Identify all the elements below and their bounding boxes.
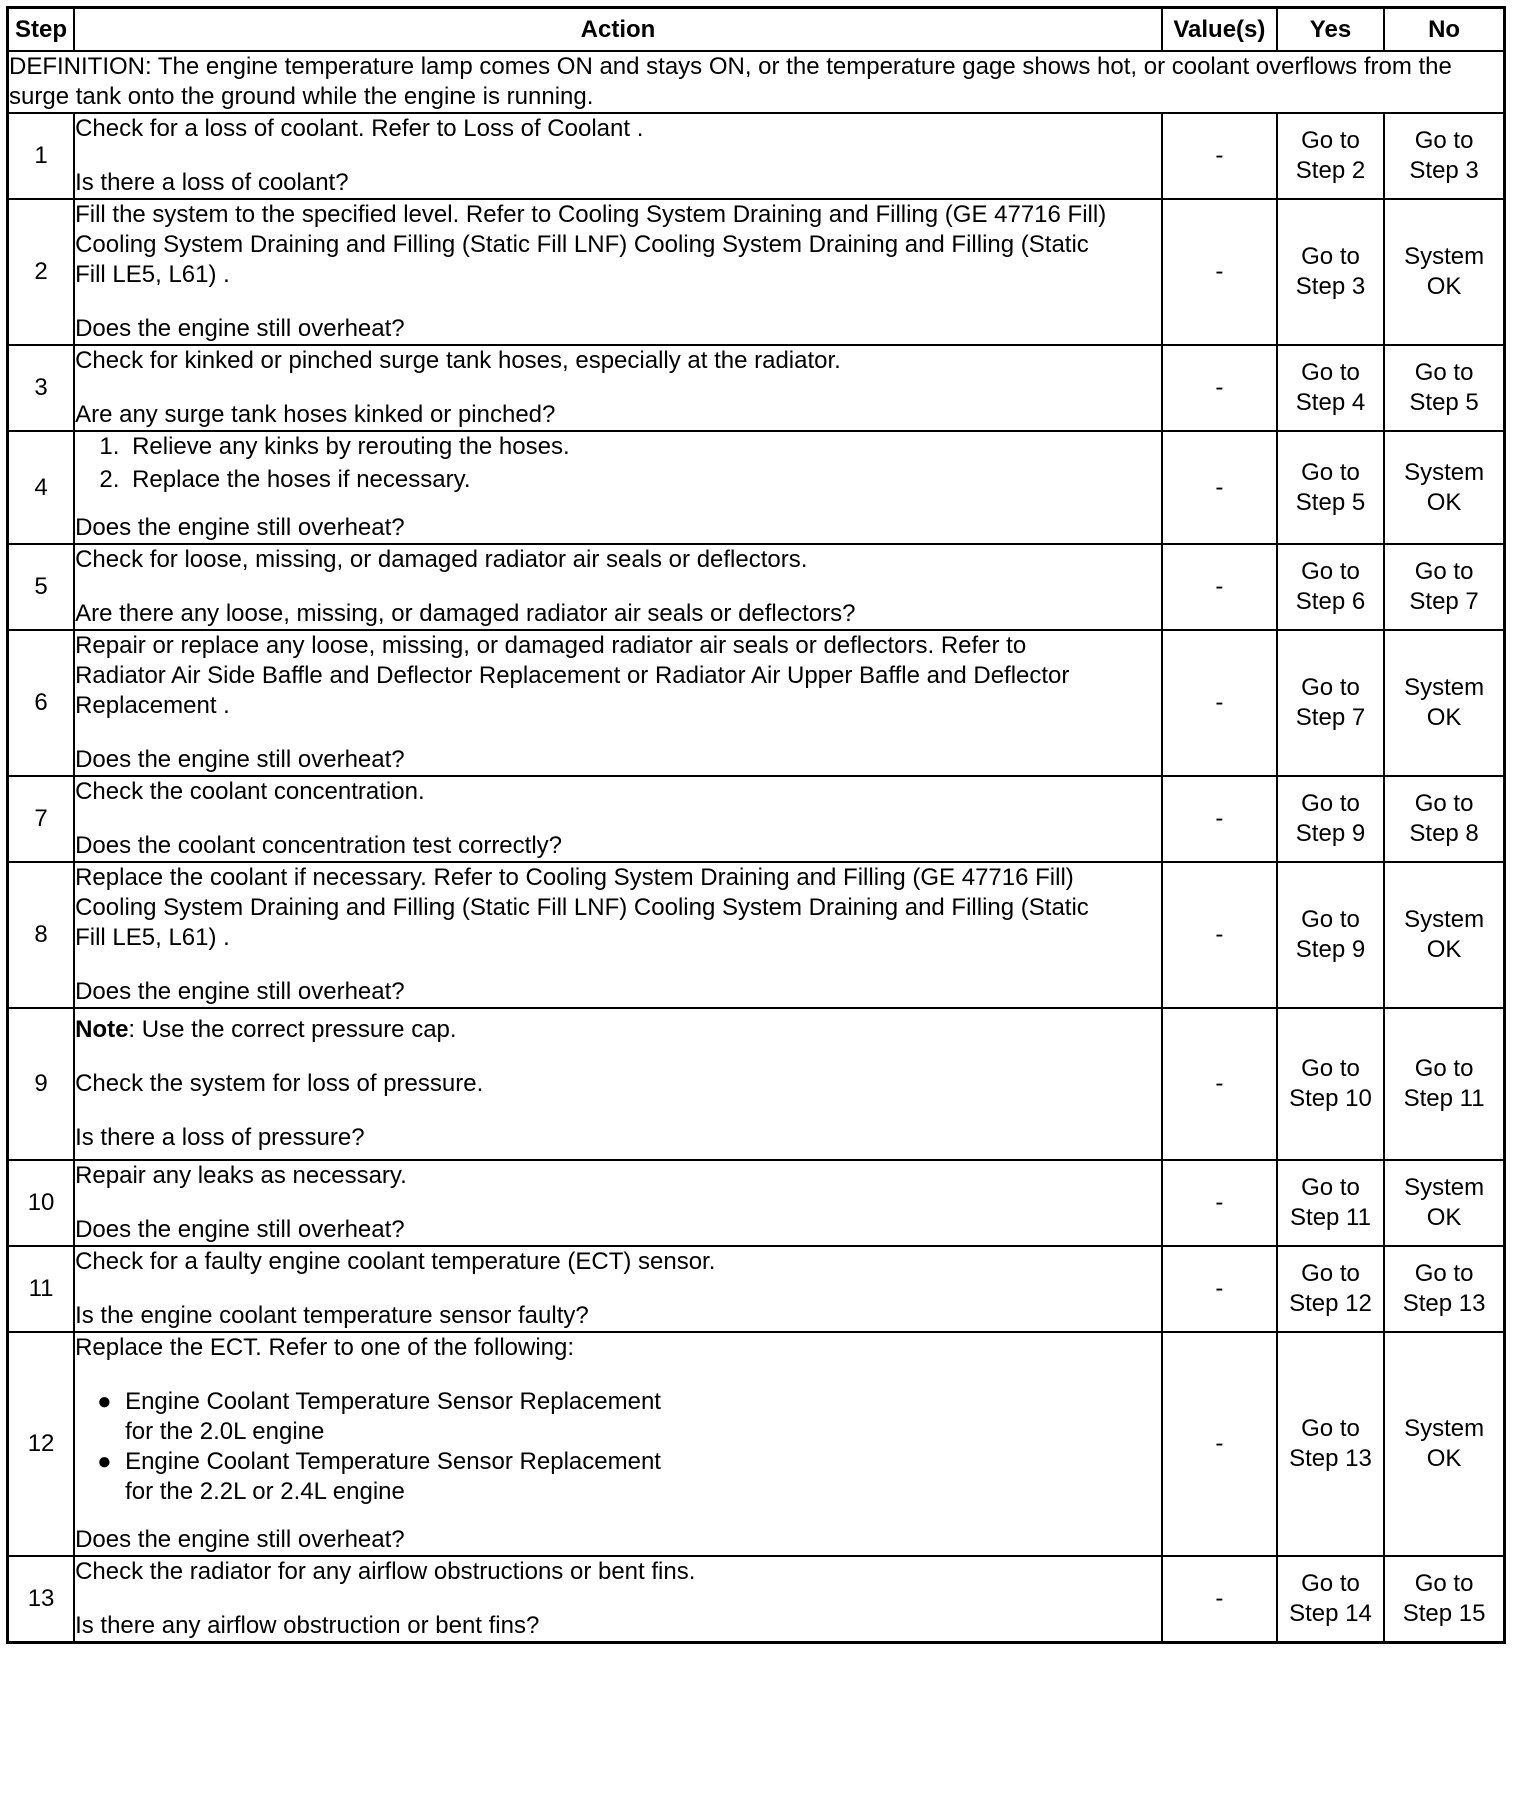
action-text: Check for loose, missing, or damaged radiator air seals or deflectors. — [75, 546, 808, 573]
yes-cell — [1277, 1246, 1384, 1332]
action-cell — [74, 862, 1162, 1008]
action-cell — [74, 431, 1162, 544]
list-item: 2. Replace the hoses if necessary. — [126, 465, 1161, 495]
action-question: Does the coolant concentration test correctly? — [75, 832, 563, 859]
note-text: : Use the correct pressure cap. — [128, 1016, 457, 1043]
header-action: Action — [74, 8, 1162, 52]
yes-line1: Go to — [1301, 674, 1360, 701]
no-line1: System — [1404, 1415, 1485, 1442]
bullet-line: for the 2.2L or 2.4L engine — [125, 1478, 405, 1505]
action-cell — [74, 113, 1162, 199]
yes-cell — [1277, 1556, 1384, 1643]
step-number: 5 — [8, 544, 75, 630]
no-line2: OK — [1426, 936, 1462, 963]
yes-line1: Go to — [1301, 359, 1360, 386]
no-line2: Step 7 — [1409, 588, 1479, 615]
table-row — [8, 345, 1505, 431]
action-line: Repair or replace any loose, missing, or damaged radiator air seals or deflectors. Refer to — [75, 632, 1027, 659]
definition-row — [8, 51, 1505, 113]
bullet-icon: ● — [97, 1388, 112, 1415]
yes-line1: Go to — [1301, 1174, 1360, 1201]
yes-line2: Step 9 — [1295, 820, 1366, 847]
yes-line1: Go to — [1301, 790, 1360, 817]
no-cell — [1384, 1332, 1504, 1556]
no-cell — [1384, 1246, 1504, 1332]
action-question: Is there a loss of pressure? — [75, 1124, 365, 1151]
yes-line1: Go to — [1301, 127, 1360, 154]
no-line1: System — [1404, 1174, 1485, 1201]
no-line2: Step 3 — [1409, 157, 1479, 184]
yes-cell — [1277, 113, 1384, 199]
no-line1: Go to — [1414, 790, 1474, 817]
no-line2: Step 11 — [1403, 1085, 1485, 1112]
action-cell — [74, 1008, 1162, 1160]
header-step: Step — [8, 8, 75, 52]
action-cell — [74, 1246, 1162, 1332]
no-line2: OK — [1426, 488, 1462, 516]
header-values: Value(s) — [1162, 8, 1277, 52]
no-cell — [1384, 1556, 1504, 1643]
action-question: Are there any loose, missing, or damaged radiator air seals or deflectors? — [75, 600, 856, 627]
table-row — [8, 776, 1505, 862]
yes-line2: Step 13 — [1289, 1445, 1372, 1472]
yes-cell — [1277, 544, 1384, 630]
yes-line2: Step 11 — [1290, 1204, 1371, 1231]
yes-cell — [1277, 630, 1384, 776]
action-question: Does the engine still overheat? — [75, 514, 405, 541]
yes-cell — [1277, 862, 1384, 1008]
no-line1: System — [1404, 674, 1485, 701]
yes-cell — [1277, 345, 1384, 431]
yes-line1: Go to — [1301, 1570, 1360, 1597]
value-cell: - — [1162, 630, 1277, 776]
step-number: 11 — [8, 1246, 75, 1332]
value-cell: - — [1162, 1160, 1277, 1246]
yes-line1: Go to — [1301, 1260, 1360, 1287]
action-question: Is there a loss of coolant? — [75, 169, 349, 196]
no-cell — [1384, 776, 1504, 862]
action-text: Check for a loss of coolant. Refer to Loss of Coolant . — [75, 115, 644, 142]
table-row — [8, 199, 1505, 345]
bullet-icon: ● — [97, 1448, 112, 1475]
yes-cell — [1277, 1160, 1384, 1246]
step-number: 3 — [8, 345, 75, 431]
note-line — [75, 1015, 1161, 1045]
no-line1: Go to — [1414, 127, 1474, 154]
no-cell — [1384, 630, 1504, 776]
no-cell — [1384, 199, 1504, 345]
table-row — [8, 113, 1505, 199]
table-row — [8, 1246, 1505, 1332]
yes-line2: Step 6 — [1295, 588, 1366, 615]
bullet-list — [75, 1387, 1161, 1507]
header-row — [8, 8, 1505, 52]
value-cell: - — [1162, 1556, 1277, 1643]
action-question: Does the engine still overheat? — [75, 1526, 405, 1553]
bullet-line: Engine Coolant Temperature Sensor Replacement — [125, 1388, 661, 1415]
numbered-list — [75, 432, 1161, 495]
action-line: Radiator Air Side Baffle and Deflector Replacement or Radiator Air Upper Baffle and Deflector — [75, 662, 1070, 689]
no-line2: OK — [1426, 1204, 1462, 1231]
yes-cell — [1277, 776, 1384, 862]
action-text: Replace the ECT. Refer to one of the following: — [75, 1334, 575, 1361]
value-cell: - — [1162, 431, 1277, 544]
step-number: 2 — [8, 199, 75, 345]
step-number: 7 — [8, 776, 75, 862]
action-line: Fill LE5, L61) . — [75, 261, 230, 288]
yes-line1: Go to — [1301, 906, 1360, 933]
table-row — [8, 1160, 1505, 1246]
table-row — [8, 544, 1505, 630]
no-cell — [1384, 113, 1504, 199]
value-cell: - — [1162, 862, 1277, 1008]
no-line2: OK — [1426, 273, 1462, 300]
no-line1: Go to — [1414, 558, 1474, 585]
no-cell — [1384, 431, 1504, 544]
yes-line2: Step 14 — [1289, 1600, 1372, 1627]
yes-cell — [1277, 431, 1384, 544]
action-cell — [74, 544, 1162, 630]
action-question: Is the engine coolant temperature sensor faulty? — [75, 1302, 589, 1329]
action-line: Fill the system to the specified level. Refer to Cooling System Draining and Filling (GE 47716 Fill) — [75, 201, 1107, 228]
step-number: 6 — [8, 630, 75, 776]
header-yes: Yes — [1277, 8, 1384, 52]
yes-line2: Step 10 — [1289, 1085, 1372, 1112]
action-question: Does the engine still overheat? — [75, 978, 405, 1005]
yes-line1: Go to — [1301, 1415, 1360, 1442]
yes-line1: Go to — [1301, 1055, 1360, 1082]
no-line2: Step 15 — [1402, 1600, 1486, 1627]
value-cell: - — [1162, 776, 1277, 862]
no-line1: System — [1404, 243, 1485, 270]
action-cell — [74, 1556, 1162, 1643]
table-row — [8, 630, 1505, 776]
value-cell: - — [1162, 345, 1277, 431]
header-no: No — [1384, 8, 1504, 52]
action-text: Check the system for loss of pressure. — [75, 1070, 484, 1097]
yes-line2: Step 2 — [1295, 157, 1366, 184]
yes-line2: Step 7 — [1295, 704, 1366, 731]
no-line1: Go to — [1414, 1570, 1474, 1597]
no-line2: OK — [1426, 1445, 1462, 1472]
bullet-line: for the 2.0L engine — [125, 1418, 325, 1445]
action-text: Check for kinked or pinched surge tank hoses, especially at the radiator. — [75, 347, 841, 374]
no-cell — [1384, 1008, 1504, 1160]
action-line: Replace the coolant if necessary. Refer to Cooling System Draining and Filling (GE 47716 Fill) — [75, 864, 1074, 891]
step-number: 4 — [8, 431, 75, 544]
list-item — [97, 1447, 1161, 1507]
step-number: 10 — [8, 1160, 75, 1246]
value-cell: - — [1162, 1008, 1277, 1160]
no-cell — [1384, 862, 1504, 1008]
no-line1: System — [1404, 458, 1485, 486]
action-text: Check the radiator for any airflow obstructions or bent fins. — [75, 1558, 696, 1585]
action-cell — [74, 345, 1162, 431]
bullet-line: Engine Coolant Temperature Sensor Replacement — [125, 1448, 661, 1475]
step-number: 13 — [8, 1556, 75, 1643]
step-number: 8 — [8, 862, 75, 1008]
step-number: 9 — [8, 1008, 75, 1160]
no-line1: Go to — [1414, 1260, 1474, 1287]
yes-cell — [1277, 1008, 1384, 1160]
no-line2: Step 8 — [1409, 820, 1479, 847]
step-number: 12 — [8, 1332, 75, 1556]
yes-line1: Go to — [1301, 558, 1360, 585]
action-cell — [74, 630, 1162, 776]
table-row — [8, 1556, 1505, 1643]
no-line2: Step 5 — [1409, 389, 1479, 416]
list-item — [97, 1387, 1161, 1447]
yes-line2: Step 4 — [1295, 389, 1366, 416]
action-text: Check the coolant concentration. — [75, 778, 425, 805]
no-line2: Step 13 — [1402, 1290, 1486, 1317]
action-line: Cooling System Draining and Filling (Static Fill LNF) Cooling System Draining and Filling (Static — [75, 231, 1089, 258]
table-row — [8, 862, 1505, 1008]
action-question: Is there any airflow obstruction or bent fins? — [75, 1612, 540, 1639]
no-line1: System — [1404, 906, 1485, 933]
table-row — [8, 1332, 1505, 1556]
no-cell — [1384, 345, 1504, 431]
action-line: Cooling System Draining and Filling (Static Fill LNF) Cooling System Draining and Filling (Static — [75, 894, 1089, 921]
value-cell: - — [1162, 544, 1277, 630]
step-number: 1 — [8, 113, 75, 199]
no-line2: OK — [1426, 704, 1462, 731]
value-cell: - — [1162, 199, 1277, 345]
table-row — [8, 431, 1505, 544]
action-question: Are any surge tank hoses kinked or pinched? — [75, 401, 556, 428]
action-cell — [74, 199, 1162, 345]
value-cell: - — [1162, 1332, 1277, 1556]
no-cell — [1384, 544, 1504, 630]
yes-cell — [1277, 199, 1384, 345]
action-text: Repair any leaks as necessary. — [75, 1162, 407, 1189]
yes-cell — [1277, 1332, 1384, 1556]
no-line1: Go to — [1414, 1055, 1474, 1082]
yes-line2: Step 12 — [1289, 1290, 1372, 1317]
action-text: Check for a faulty engine coolant temperature (ECT) sensor. — [75, 1248, 716, 1275]
action-cell — [74, 1332, 1162, 1556]
action-cell — [74, 1160, 1162, 1246]
no-line1: Go to — [1414, 359, 1474, 386]
definition-text: DEFINITION: The engine temperature lamp comes ON and stays ON, or the temperature gage shows hot, or coolant overflows from the surge tank onto the ground while the engine is running. — [8, 51, 1505, 113]
value-cell: - — [1162, 113, 1277, 199]
yes-line2: Step 3 — [1295, 273, 1366, 300]
action-question: Does the engine still overheat? — [75, 746, 405, 773]
yes-line1: Go to — [1301, 243, 1360, 270]
value-cell: - — [1162, 1246, 1277, 1332]
list-item: 1. Relieve any kinks by rerouting the hoses. — [126, 432, 1161, 462]
action-question: Does the engine still overheat? — [75, 1216, 405, 1243]
table-row — [8, 1008, 1505, 1160]
yes-line2: Step 9 — [1295, 936, 1366, 963]
yes-line1: Go to — [1301, 458, 1360, 486]
action-question: Does the engine still overheat? — [75, 315, 405, 342]
diagnostic-table — [6, 6, 1506, 1644]
no-cell — [1384, 1160, 1504, 1246]
action-line: Replacement . — [75, 692, 230, 719]
action-line: Fill LE5, L61) . — [75, 924, 230, 951]
note-label: Note — [75, 1016, 129, 1043]
yes-line2: Step 5 — [1295, 488, 1366, 516]
action-cell — [74, 776, 1162, 862]
